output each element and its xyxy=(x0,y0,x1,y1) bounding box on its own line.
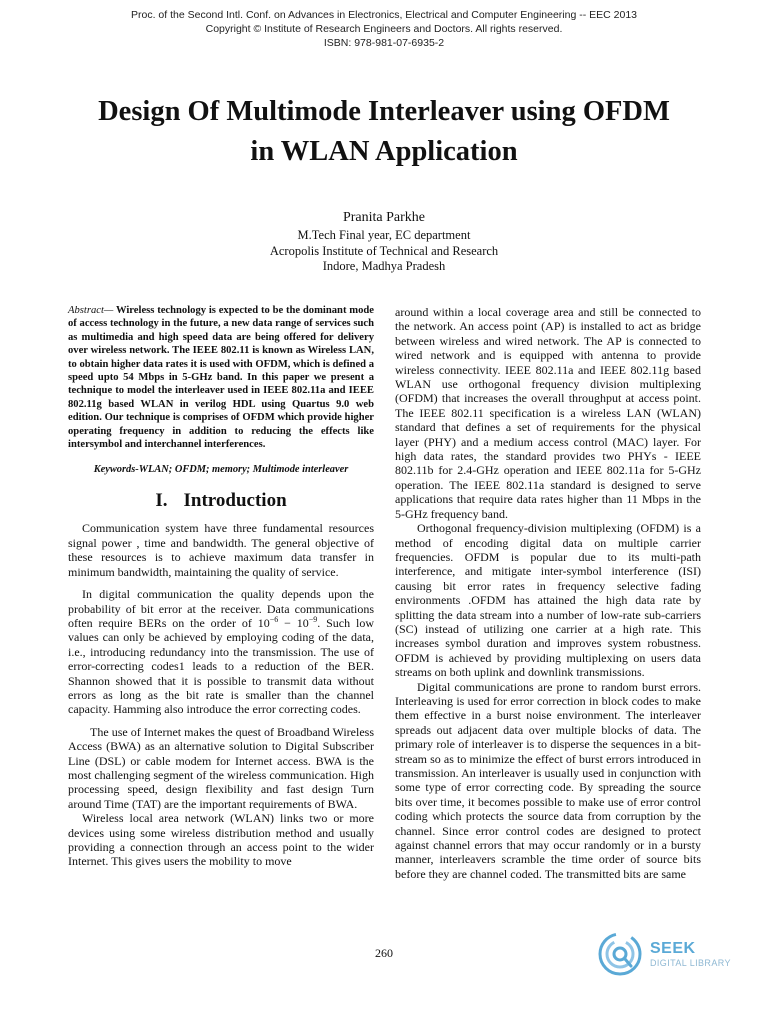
superscript-exponent: −6 xyxy=(269,614,279,624)
seek-subtitle: DIGITAL LIBRARY xyxy=(650,957,731,968)
intro-paragraph-3: The use of Internet makes the quest of Broadband Wireless Access (BWA) as an alternative solution to Digital Subscriber Line (DSL) or cable modem for Internet access. BWA is the most challenging segment of the wireless communication. High processing speed, design flexibility and fast design Turn around Time (TAT) are the important requirements of BWA. xyxy=(68,724,374,811)
header-line-copyright: Copyright © Institute of Research Engineers and Doctors. All rights reserved. xyxy=(205,23,563,35)
section-heading-introduction xyxy=(68,490,374,512)
conference-header xyxy=(0,8,768,50)
superscript-exponent: −9 xyxy=(308,614,318,624)
section-title: Introduction xyxy=(183,490,287,512)
body-paragraph-1: around within a local coverage area and still be connected to the network. An access point (AP) is installed to act as bridge between wireless and wired network. The AP is connected to wired network and is equipped with antenna to provide wireless connectivity. IEEE 802.11a and IEEE 802.11g based WLAN use orthogonal frequency division multiplexing (OFDM) that increases the overall throughput at access point. The IEEE 802.11 specification is a wireless LAN (WLAN) standard that defines a set of requirements for the physical layer (PHY) and a medium access control (MAC) layer. For high data rates, the standard provides two PHYs - IEEE 802.11b for 2.4-GHz operation and IEEE 802.11a for 5-GHz operation. The IEEE 802.11a standard is designed to serve applications that require data rates higher than 11 Mbps in the 5-GHz frequency band. xyxy=(395,305,701,521)
intro-paragraph-2 xyxy=(68,587,374,717)
paper-title xyxy=(40,92,728,172)
paragraph-text: − 10 xyxy=(278,615,309,630)
seek-logo-icon xyxy=(598,932,642,976)
title-line-2: in WLAN Application xyxy=(250,136,518,167)
author-name: Pranita Parkhe xyxy=(342,210,426,225)
paragraph-text: . Such low values can only be achieved by employing coding of the data, i.e., introducing redundancy into the transmission. The use of error-correcting codes1 leads to a reduction of the BER. Shannon showed that it is possible to transmit data without errors as long as the bit rate is smaller than the channel capacity. Hamming also introduce the error correcting codes. xyxy=(68,615,374,717)
body-paragraph-2: Orthogonal frequency-division multiplexing (OFDM) is a method of encoding digital data on multiple carrier frequencies. OFDM is popular due to its multi-path interference, and mitigate inter-symbol interference (ISI) causing bit error rates in frequency selective fading environments .OFDM has attained the high data rate by splitting the data stream into a number of low-rate sub-carriers (SC) instead of utilizing one carrier at a high rate. This increases symbol duration and improves system robustness. OFDM is achieved by providing multiplexing on users data streams on both uplink and downlink transmissions. xyxy=(395,521,701,680)
affiliation-line-3: Indore, Madhya Pradesh xyxy=(322,259,446,273)
title-line-1: Design Of Multimode Interleaver using OFDM xyxy=(98,96,670,127)
intro-paragraph-1: Communication system have three fundamental resources signal power , time and bandwidth. The general objective of these resources is to achieve maximum data transfer in minimum bandwidth, maintaining the quality of service. xyxy=(68,521,374,579)
paragraph-text: In digital communication the quality depends upon the probability of bit error at the receiver. Data communications often require BERs on the order of 10 xyxy=(68,587,374,630)
intro-paragraph-4: Wireless local area network (WLAN) links two or more devices using some wireless distribution method and usually providing a connection through an access point to the wider Internet. This gives users the mobility to move xyxy=(68,811,374,869)
abstract-text: Wireless technology is expected to be the dominant mode of access technology in the future, a new data range of services such as multimedia and high speed data are being offered for delivery over wireless network. The IEEE 802.11 is known as Wireless LAN, to obtain higher data rates it is used with OFDM, which is defined a speed upto 54 Mbps in 5-GHz band. In this paper we present a technique to model the interleaver used in IEEE 802.11a and IEEE 802.11g based WLAN in verilog HDL using Quartus 9.0 web edition. Our technique is comprises of OFDM which provide higher operating frequency in addition to reducing the effects like intersymbol and interchannel interferences. xyxy=(68,305,374,451)
affiliation-line-1: M.Tech Final year, EC department xyxy=(297,228,471,242)
header-line-proceedings: Proc. of the Second Intl. Conf. on Advances in Electronics, Electrical and Computer Engineering -- EEC 2013 xyxy=(130,9,638,21)
right-column xyxy=(395,305,701,881)
header-line-isbn: ISBN: 978-981-07-6935-2 xyxy=(323,37,445,49)
body-paragraph-3: Digital communications are prone to random burst errors. Interleaving is used for error correction in block codes to make them effective in a burst noise environment. The interleaver spreads out adjacent data over multiple blocks of data. The primary role of interleaver is to disperse the sequences in a bit-stream so as to minimize the effect of burst errors introduced in transmission. An interleaver is usually used in conjunction with some type of error correcting code. By spreading the source bits over time, it becomes possible to make use of error control coding which protects the source data from corruption by the channel. Since error control codes are designed to protect against channel errors that may occur randomly or in a bursty manner, interleavers scramble the time order of source bits before they are channel coded. The transmitted bits are same xyxy=(395,679,701,881)
abstract-label: Abstract— xyxy=(68,305,114,316)
seek-logo-text xyxy=(650,940,731,969)
seek-digital-library-watermark xyxy=(598,930,738,978)
seek-brand: SEEK xyxy=(650,939,696,957)
keywords: Keywords-WLAN; OFDM; memory; Multimode interleaver xyxy=(93,464,349,476)
affiliation-line-2: Acropolis Institute of Technical and Research xyxy=(269,243,499,258)
page-number: 260 xyxy=(375,946,393,960)
author-block xyxy=(184,208,584,275)
left-column xyxy=(68,304,374,869)
section-number: I. xyxy=(155,490,168,512)
abstract xyxy=(68,304,374,451)
